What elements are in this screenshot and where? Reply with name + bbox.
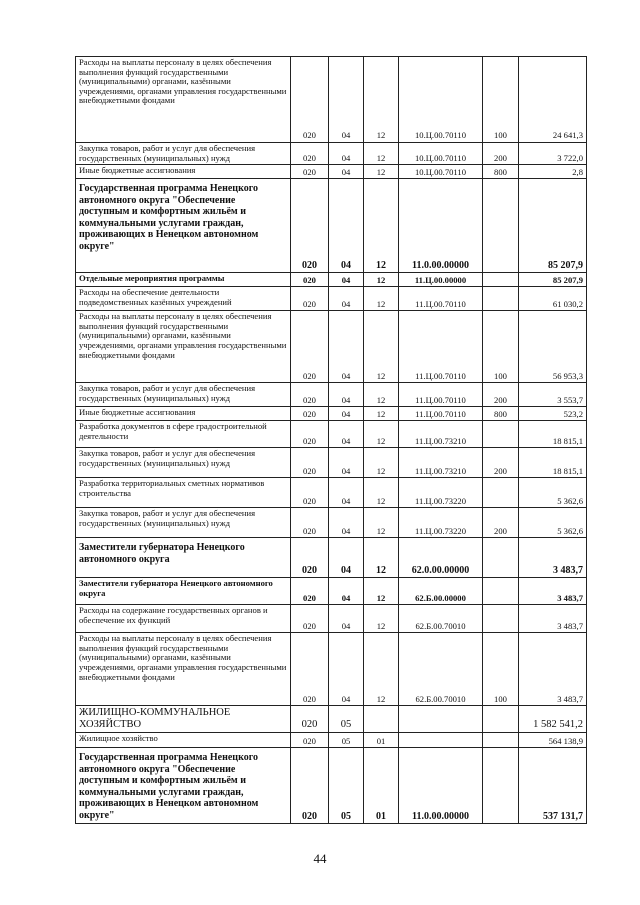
row-subsection: 12 (364, 165, 399, 179)
row-expense-type (483, 421, 519, 448)
row-amount: 564 138,9 (519, 733, 587, 748)
row-expense-type (483, 287, 519, 311)
table-row (76, 748, 587, 824)
row-grbs: 020 (291, 508, 329, 538)
row-expense-type: 200 (483, 143, 519, 165)
row-name: Иные бюджетные ассигнования (76, 165, 291, 179)
row-target-article: 62.Б.00.70010 (399, 633, 483, 706)
row-subsection: 12 (364, 633, 399, 706)
row-expense-type (483, 179, 519, 273)
row-subsection: 01 (364, 733, 399, 748)
row-target-article: 11.Ц.00.73210 (399, 421, 483, 448)
row-section: 04 (329, 421, 364, 448)
row-expense-type (483, 748, 519, 824)
row-expense-type: 800 (483, 165, 519, 179)
row-subsection: 01 (364, 748, 399, 824)
row-grbs: 020 (291, 633, 329, 706)
row-subsection: 12 (364, 605, 399, 633)
row-target-article: 10.Ц.00.70110 (399, 57, 483, 143)
row-amount: 1 582 541,2 (519, 706, 587, 733)
row-amount: 3 483,7 (519, 605, 587, 633)
row-target-article: 62.Б.00.70010 (399, 605, 483, 633)
row-expense-type (483, 273, 519, 287)
row-expense-type (483, 706, 519, 733)
row-expense-type: 200 (483, 383, 519, 407)
row-amount: 3 483,7 (519, 538, 587, 578)
table-row (76, 706, 587, 733)
row-grbs: 020 (291, 273, 329, 287)
row-name: Разработка документов в сфере градостроительной деятельности (76, 421, 291, 448)
row-section: 04 (329, 383, 364, 407)
row-grbs: 020 (291, 287, 329, 311)
row-amount: 3 483,7 (519, 633, 587, 706)
row-grbs: 020 (291, 165, 329, 179)
row-target-article: 10.Ц.00.70110 (399, 165, 483, 179)
row-grbs: 020 (291, 143, 329, 165)
row-amount: 24 641,3 (519, 57, 587, 143)
table-row (76, 508, 587, 538)
row-subsection: 12 (364, 578, 399, 605)
row-grbs: 020 (291, 748, 329, 824)
row-grbs: 020 (291, 538, 329, 578)
row-section: 04 (329, 605, 364, 633)
row-target-article: 11.0.00.00000 (399, 748, 483, 824)
row-target-article: 11.Ц.00.70110 (399, 311, 483, 383)
row-subsection: 12 (364, 179, 399, 273)
row-name: Расходы на выплаты персоналу в целях обеспечения выполнения функций государственными (муниципальными) органами, казёнными учреждениями, органами управления государственными внебюджетными фондами (76, 57, 291, 143)
row-target-article: 62.Б.00.00000 (399, 578, 483, 605)
table-row (76, 633, 587, 706)
row-expense-type: 800 (483, 407, 519, 421)
row-subsection: 12 (364, 421, 399, 448)
row-subsection: 12 (364, 273, 399, 287)
budget-table (75, 56, 587, 824)
row-amount: 3 553,7 (519, 383, 587, 407)
row-subsection: 12 (364, 383, 399, 407)
row-expense-type: 200 (483, 448, 519, 478)
table-row (76, 311, 587, 383)
row-target-article: 11.Ц.00.73220 (399, 508, 483, 538)
row-section: 04 (329, 407, 364, 421)
row-name: ЖИЛИЩНО-КОММУНАЛЬНОЕ ХОЗЯЙСТВО (76, 706, 291, 733)
row-section: 04 (329, 179, 364, 273)
row-target-article: 11.0.00.00000 (399, 179, 483, 273)
table-row (76, 538, 587, 578)
row-expense-type (483, 578, 519, 605)
row-subsection: 12 (364, 407, 399, 421)
row-target-article (399, 733, 483, 748)
row-expense-type: 100 (483, 311, 519, 383)
row-name: Расходы на выплаты персоналу в целях обеспечения выполнения функций государственными (муниципальными) органами, казёнными учреждениями, органами управления государственными внебюджетными фондами (76, 633, 291, 706)
row-amount: 3 722,0 (519, 143, 587, 165)
row-name: Расходы на обеспечение деятельности подведомственных казённых учреждений (76, 287, 291, 311)
row-amount: 18 815,1 (519, 421, 587, 448)
row-target-article: 11.Ц.00.73220 (399, 478, 483, 508)
row-grbs: 020 (291, 311, 329, 383)
row-grbs: 020 (291, 421, 329, 448)
table-row (76, 421, 587, 448)
row-target-article: 11.Ц.00.70110 (399, 287, 483, 311)
row-subsection: 12 (364, 57, 399, 143)
row-grbs: 020 (291, 578, 329, 605)
row-name: Расходы на содержание государственных органов и обеспечение их функций (76, 605, 291, 633)
row-target-article (399, 706, 483, 733)
row-amount: 61 030,2 (519, 287, 587, 311)
row-subsection (364, 706, 399, 733)
row-expense-type: 200 (483, 508, 519, 538)
row-name: Иные бюджетные ассигнования (76, 407, 291, 421)
row-section: 04 (329, 508, 364, 538)
row-grbs: 020 (291, 407, 329, 421)
row-name: Разработка территориальных сметных нормативов строительства (76, 478, 291, 508)
row-expense-type (483, 538, 519, 578)
table-row (76, 57, 587, 143)
table-row (76, 407, 587, 421)
table-row (76, 383, 587, 407)
table-row (76, 605, 587, 633)
row-subsection: 12 (364, 508, 399, 538)
row-target-article: 11.Ц.00.70110 (399, 407, 483, 421)
row-target-article: 11.Ц.00.73210 (399, 448, 483, 478)
row-target-article: 62.0.00.00000 (399, 538, 483, 578)
row-section: 05 (329, 733, 364, 748)
row-amount: 85 207,9 (519, 273, 587, 287)
row-section: 05 (329, 706, 364, 733)
row-amount: 523,2 (519, 407, 587, 421)
table-row (76, 165, 587, 179)
table-row (76, 448, 587, 478)
row-amount: 85 207,9 (519, 179, 587, 273)
table-row (76, 143, 587, 165)
row-section: 04 (329, 273, 364, 287)
row-name: Закупка товаров, работ и услуг для обеспечения государственных (муниципальных) нужд (76, 508, 291, 538)
row-section: 05 (329, 748, 364, 824)
row-grbs: 020 (291, 57, 329, 143)
row-name: Расходы на выплаты персоналу в целях обеспечения выполнения функций государственными (муниципальными) органами, казёнными учреждениями, органами управления государственными внебюджетными фондами (76, 311, 291, 383)
row-section: 04 (329, 478, 364, 508)
row-section: 04 (329, 311, 364, 383)
row-target-article: 11.Ц.00.70110 (399, 383, 483, 407)
row-subsection: 12 (364, 538, 399, 578)
row-target-article: 11.Ц.00.00000 (399, 273, 483, 287)
row-subsection: 12 (364, 311, 399, 383)
row-amount: 18 815,1 (519, 448, 587, 478)
row-amount: 56 953,3 (519, 311, 587, 383)
row-section: 04 (329, 538, 364, 578)
row-expense-type: 100 (483, 633, 519, 706)
table-row (76, 578, 587, 605)
table-row (76, 287, 587, 311)
row-name: Закупка товаров, работ и услуг для обеспечения государственных (муниципальных) нужд (76, 448, 291, 478)
row-name: Государственная программа Ненецкого автономного округа "Обеспечение доступным и комфортным жильём и коммунальными услугами граждан, проживающих в Ненецком автономном округе" (76, 179, 291, 273)
row-subsection: 12 (364, 478, 399, 508)
row-name: Отдельные мероприятия программы (76, 273, 291, 287)
row-amount: 5 362,6 (519, 508, 587, 538)
row-name: Заместители губернатора Ненецкого автономного округа (76, 578, 291, 605)
page-number: 44 (313, 851, 327, 866)
row-name: Закупка товаров, работ и услуг для обеспечения государственных (муниципальных) нужд (76, 383, 291, 407)
row-name: Закупка товаров, работ и услуг для обеспечения государственных (муниципальных) нужд (76, 143, 291, 165)
table-row (76, 273, 587, 287)
table-row (76, 179, 587, 273)
row-grbs: 020 (291, 179, 329, 273)
row-expense-type: 100 (483, 57, 519, 143)
row-grbs: 020 (291, 706, 329, 733)
row-section: 04 (329, 57, 364, 143)
row-grbs: 020 (291, 383, 329, 407)
row-expense-type (483, 605, 519, 633)
row-grbs: 020 (291, 478, 329, 508)
row-section: 04 (329, 578, 364, 605)
row-amount: 3 483,7 (519, 578, 587, 605)
row-section: 04 (329, 448, 364, 478)
row-name: Жилищное хозяйство (76, 733, 291, 748)
row-grbs: 020 (291, 733, 329, 748)
row-name: Государственная программа Ненецкого автономного округа "Обеспечение доступным и комфортным жильём и коммунальными услугами граждан, проживающих в Ненецком автономном округе" (76, 748, 291, 824)
row-name: Заместители губернатора Ненецкого автономного округа (76, 538, 291, 578)
row-section: 04 (329, 143, 364, 165)
row-section: 04 (329, 633, 364, 706)
row-grbs: 020 (291, 448, 329, 478)
row-subsection: 12 (364, 287, 399, 311)
table-row (76, 478, 587, 508)
row-expense-type (483, 733, 519, 748)
row-amount: 537 131,7 (519, 748, 587, 824)
row-target-article: 10.Ц.00.70110 (399, 143, 483, 165)
row-amount: 2,8 (519, 165, 587, 179)
row-subsection: 12 (364, 448, 399, 478)
table-row (76, 733, 587, 748)
row-subsection: 12 (364, 143, 399, 165)
row-section: 04 (329, 287, 364, 311)
row-grbs: 020 (291, 605, 329, 633)
row-expense-type (483, 478, 519, 508)
row-amount: 5 362,6 (519, 478, 587, 508)
row-section: 04 (329, 165, 364, 179)
